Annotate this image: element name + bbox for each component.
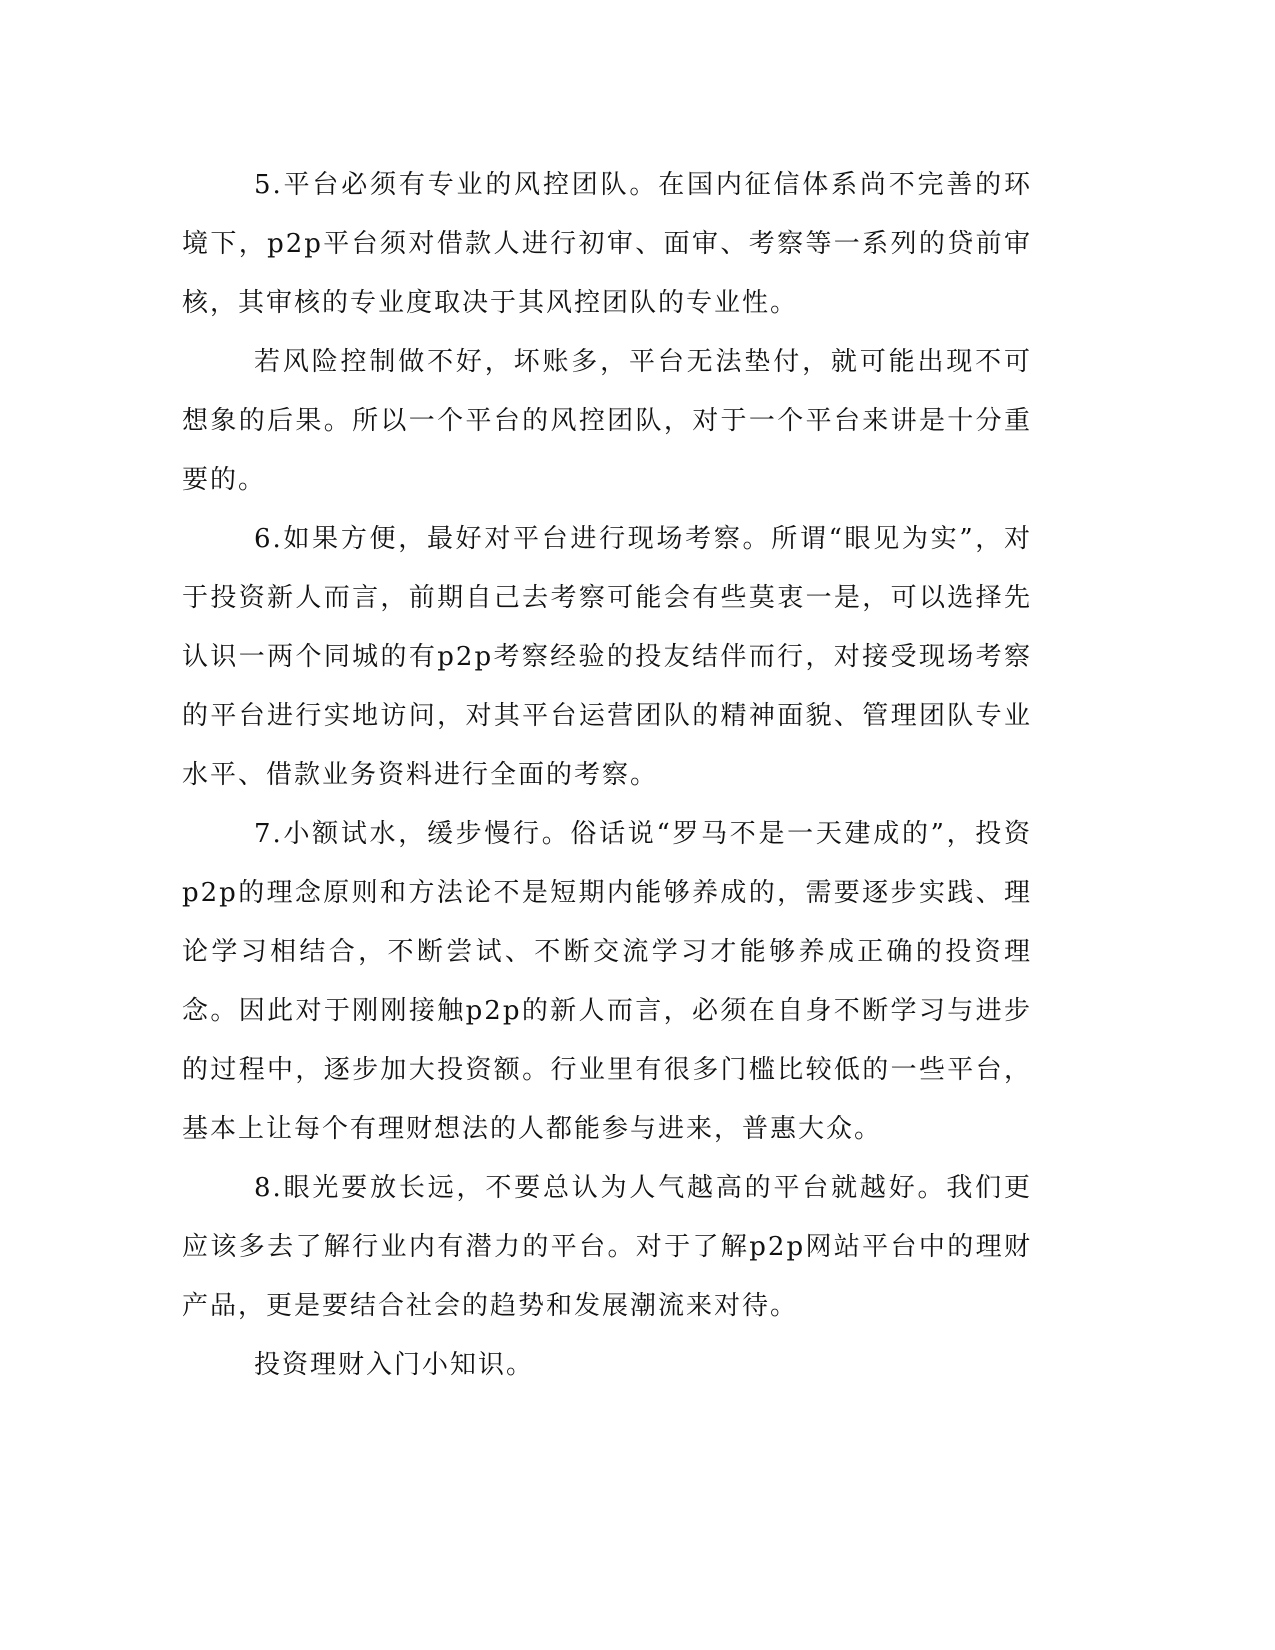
document-body (182, 156, 1032, 1395)
paragraph-risk-consequences: 若风险控制做不好，坏账多，平台无法垫付，就可能出现不可想象的后果。所以一个平台的风控团队，对于一个平台来讲是十分重要的。 (182, 347, 1032, 495)
paragraph-risk-control-team: 5.平台必须有专业的风控团队。在国内征信体系尚不完善的环境下，p2p平台须对借款人进行初审、面审、考察等一系列的贷前审核，其审核的专业度取决于其风控团队的专业性。 (182, 170, 1032, 318)
paragraph-small-investments: 7.小额试水，缓步慢行。俗话说“罗马不是一天建成的”，投资p2p的理念原则和方法论不是短期内能够养成的，需要逐步实践、理论学习相结合，不断尝试、不断交流学习才能够养成正确的投资理念。因此对于刚刚接触p2p的新人而言，必须在自身不断学习与进步的过程中，逐步加大投资额。行业里有很多门槛比较低的一些平台，基本上让每个有理财想法的人都能参与进来，普惠大众。 (182, 819, 1032, 1144)
paragraph-beginner-tips: 投资理财入门小知识。 (254, 1350, 535, 1380)
paragraph-site-inspection: 6.如果方便，最好对平台进行现场考察。所谓“眼见为实”，对于投资新人而言，前期自己去考察可能会有些莫衷一是，可以选择先认识一两个同城的有p2p考察经验的投友结伴而行，对接受现场考察的平台进行实地访问，对其平台运营团队的精神面貌、管理团队专业水平、借款业务资料进行全面的考察。 (182, 524, 1032, 790)
paragraph-long-term-view: 8.眼光要放长远，不要总认为人气越高的平台就越好。我们更应该多去了解行业内有潜力的平台。对于了解p2p网站平台中的理财产品，更是要结合社会的趋势和发展潮流来对待。 (182, 1173, 1032, 1321)
